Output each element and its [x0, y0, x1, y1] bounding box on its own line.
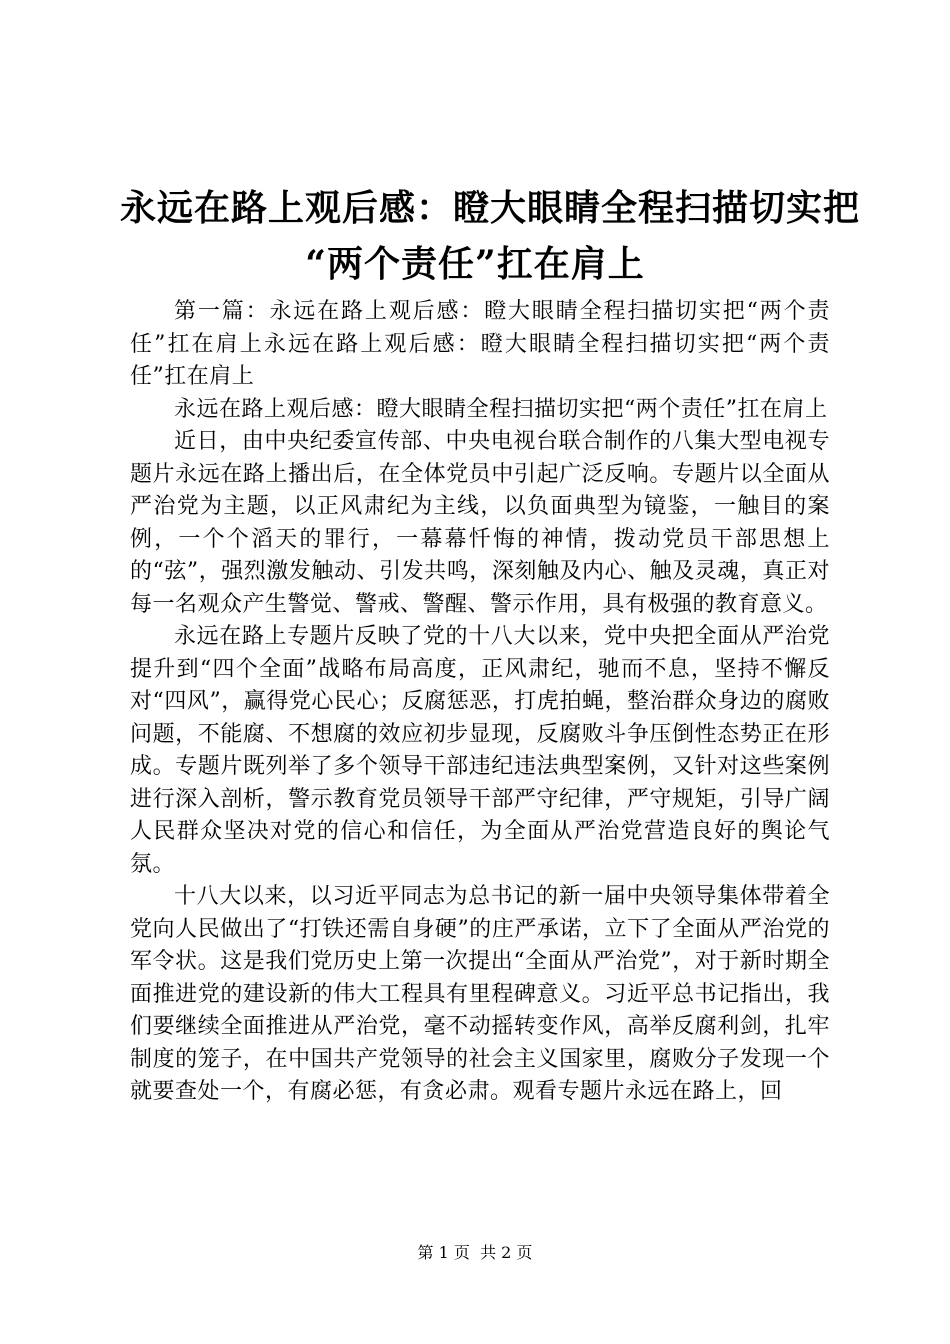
paragraph: 永远在路上观后感：瞪大眼睛全程扫描切实把“两个责任”扛在肩上 — [174, 396, 828, 422]
paragraph: 永远在路上专题片反映了党的十八大以来，党中央把全面从严治党提升到“四个全面”战略布局高度，正风肃纪，驰而不息，坚持不懈反对“四风”，赢得党心民心；反腐惩恶，打虎拍蝇，整治群众身边的腐败问题，不能腐、不想腐的效应初步显现，反腐败斗争压倒性态势正在形成。专题片既列举了多个领导干部违纪违法典型案例，又针对这些案例进行深入剖析，警示教育党员领导干部严守纪律，严守规矩，引导广阔人民群众坚决对党的信心和信任，为全面从严治党营造良好的舆论气氛。 — [130, 624, 830, 877]
paragraph: 十八大以来，以习近平同志为总书记的新一届中央领导集体带着全党向人民做出了“打铁还需自身硬”的庄严承诺，立下了全面从严治党的军令状。这是我们党历史上第一次提出“全面从严治党”，对于新时期全面推进党的建设新的伟大工程具有里程碑意义。习近平总书记指出，我们要继续全面推进从严治党，毫不动摇转变作风，高举反腐利剑，扎牢制度的笼子，在中国共产党领导的社会主义国家里，腐败分子发现一个就要查处一个，有腐必惩，有贪必肃。观看专题片永远在路上，回 — [130, 884, 830, 1104]
paragraph: 近日，由中央纪委宣传部、中央电视台联合制作的八集大型电视专题片永远在路上播出后，在全体党员中引起广泛反响。专题片以全面从严治党为主题，以正风肃纪为主线，以负面典型为镜鉴，一触目的案例，一个个滔天的罪行，一幕幕忏悔的神情，拨动党员干部思想上的“弦”，强烈激发触动、引发共鸣，深刻触及内心、触及灵魂，真正对每一名观众产生警觉、警戒、警醒、警示作用，具有极强的教育意义。 — [130, 429, 830, 617]
title-line-1: 永远在路上观后感：瞪大眼睛全程扫描切实把 — [120, 187, 861, 229]
title-line-2: “两个责任”扛在肩上 — [305, 243, 645, 285]
paragraph: 第一篇：永远在路上观后感：瞪大眼睛全程扫描切实把“两个责任”扛在肩上永远在路上观后感：瞪大眼睛全程扫描切实把“两个责任”扛在肩上 — [130, 299, 830, 389]
document-title — [120, 180, 861, 292]
page-number: 第 1 页 共 2 页 — [417, 1243, 533, 1262]
document-body — [130, 296, 830, 1109]
page-footer — [0, 1243, 950, 1263]
